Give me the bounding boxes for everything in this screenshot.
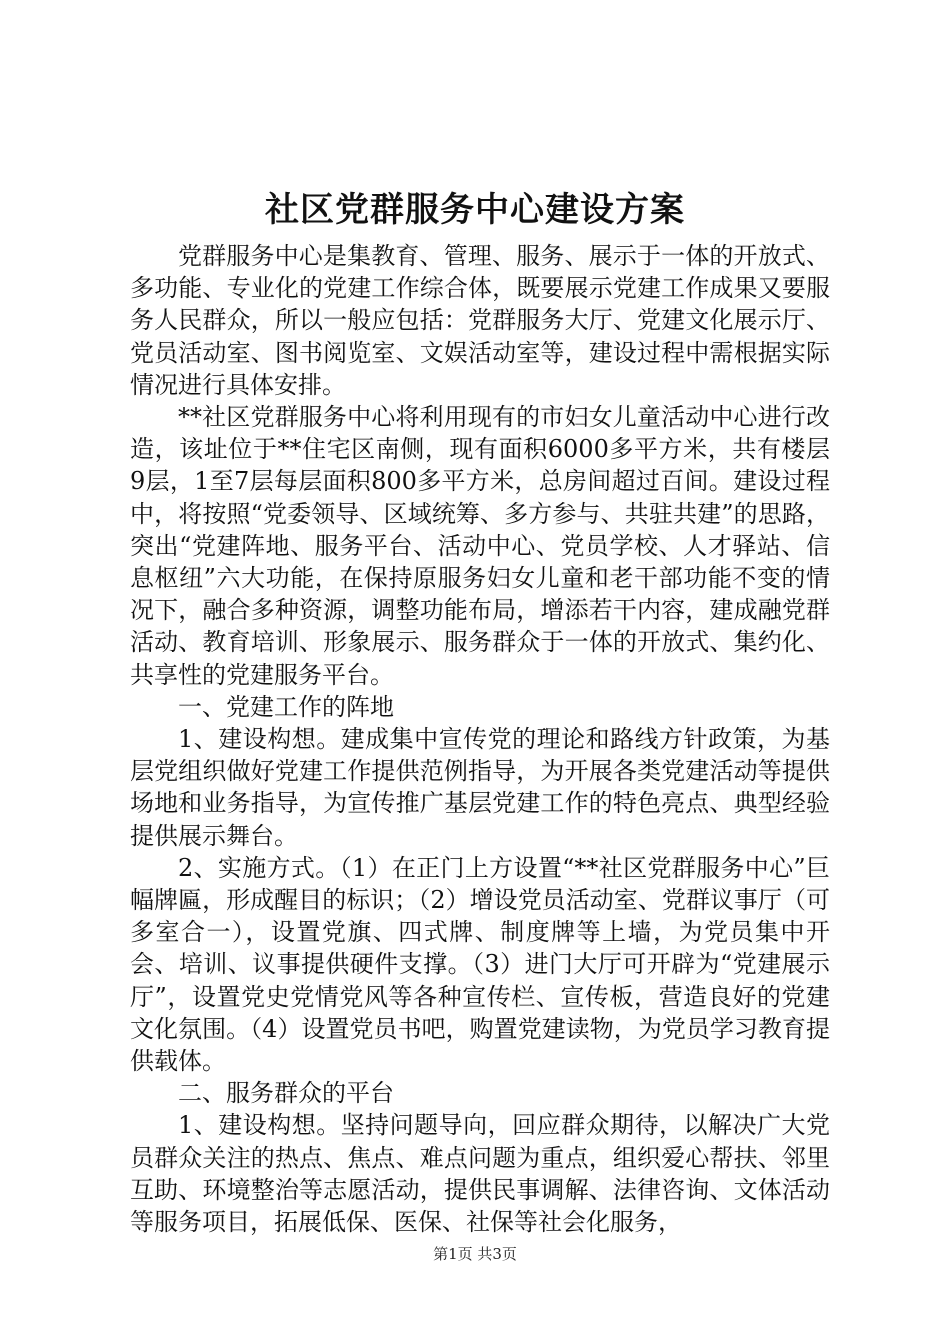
paragraph-intro: 党群服务中心是集教育、管理、服务、展示于一体的开放式、多功能、专业化的党建工作综合体，既要展示党建工作成果又要服务人民群众，所以一般应包括：党群服务大厅、党建文化展示厅、党员活动室、图书阅览室、文娱活动室等，建设过程中需根据实际情况进行具体安排。 (130, 242, 830, 399)
section-heading-1: 一、党建工作的阵地 (178, 692, 394, 721)
paragraph-1-2: 2、实施方式。（1）在正门上方设置“**社区党群服务中心”巨幅牌匾，形成醒目的标识；（2）增设党员活动室、党群议事厅（可多室合一），设置党旗、四式牌、制度牌等上墙，为党员集中开会、培训、议事提供硬件支撑。（3）进门大厅可开辟为“党建展示厅”，设置党史党情党风等各种宣传栏、宣传板，营造良好的党建文化氛围。（4）设置党员书吧，购置党建读物，为党员学习教育提供载体。 (130, 853, 830, 1076)
section-heading-2: 二、服务群众的平台 (178, 1079, 394, 1108)
page-footer: 第1页 共3页 (433, 1245, 517, 1263)
paragraph-1-1: 1、建设构想。建成集中宣传党的理论和路线方针政策，为基层党组织做好党建工作提供范例指导，为开展各类党建活动等提供场地和业务指导，为宣传推广基层党建工作的特色亮点、典型经验提供展示舞台。 (130, 725, 830, 850)
document-body (130, 240, 830, 1238)
document-title: 社区党群服务中心建设方案 (265, 190, 685, 230)
paragraph-overview: **社区党群服务中心将利用现有的市妇女儿童活动中心进行改造，该址位于**住宅区南侧，现有面积6000多平方米，共有楼层9层，1至7层每层面积800多平方米，总房间超过百间。建设过程中，将按照“党委领导、区域统筹、多方参与、共驻共建”的思路，突出“党建阵地、服务平台、活动中心、党员学校、人才驿站、信息枢纽”六大功能，在保持原服务妇女儿童和老干部功能不变的情况下，融合多种资源，调整功能布局，增添若干内容，建成融党群活动、教育培训、形象展示、服务群众于一体的开放式、集约化、共享性的党建服务平台。 (130, 403, 830, 689)
paragraph-2-1: 1、建设构想。坚持问题导向，回应群众期待，以解决广大党员群众关注的热点、焦点、难点问题为重点，组织爱心帮扶、邻里互助、环境整治等志愿活动，提供民事调解、法律咨询、文体活动等服务项目，拓展低保、医保、社保等社会化服务， (130, 1111, 830, 1237)
